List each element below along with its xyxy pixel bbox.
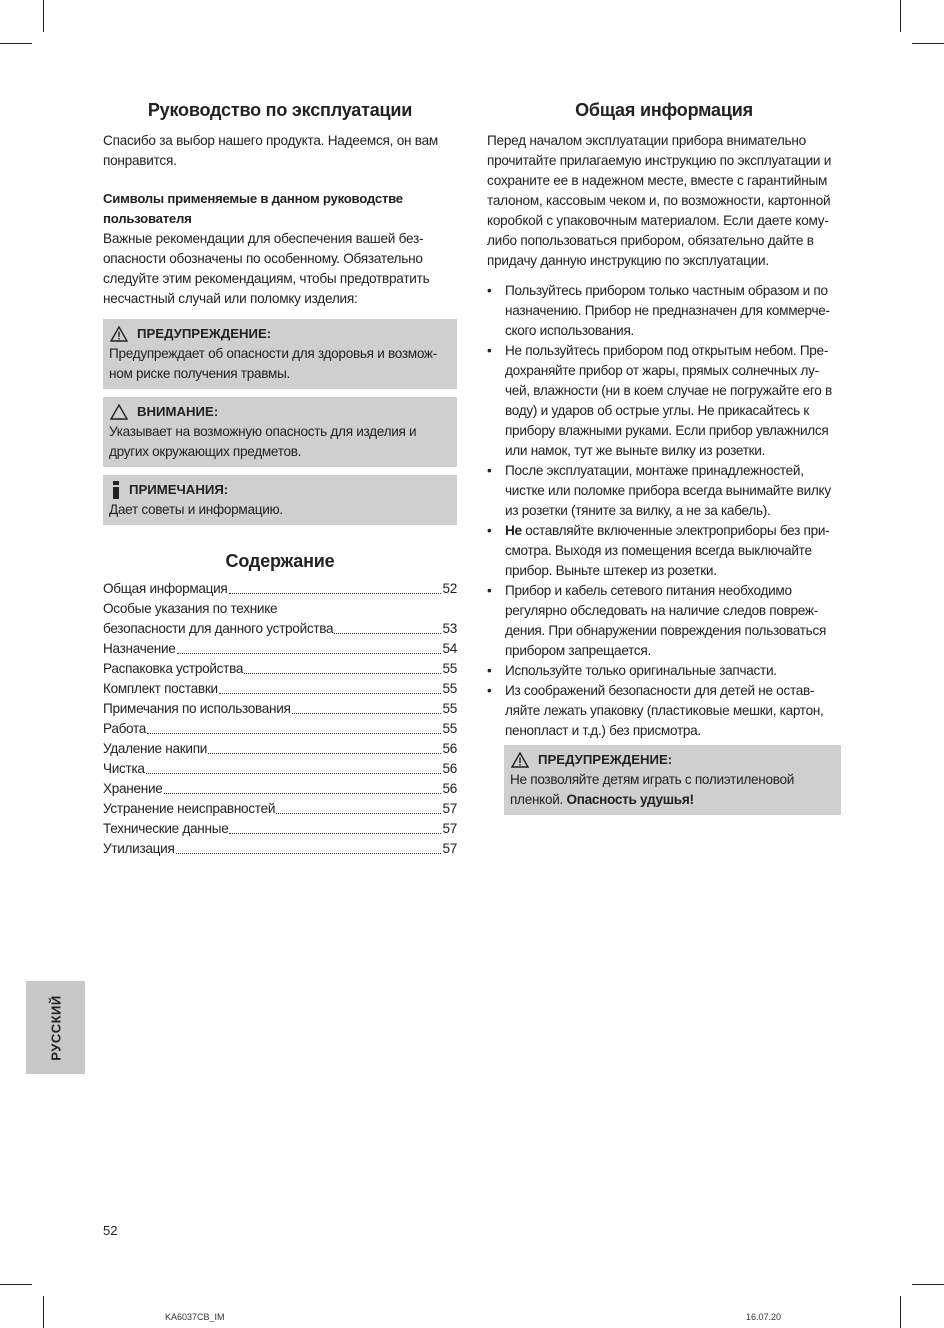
right-column (487, 98, 841, 815)
crop-mark (912, 1284, 944, 1285)
symbols-heading: Символы применяемые в данном руководстве пользователя (103, 191, 403, 226)
toc-entry[interactable]: безопасности для данного устройства 53 (103, 621, 457, 636)
child-warning-box (504, 745, 841, 815)
warning-triangle-icon (109, 326, 129, 342)
list-item: • Пользуйтесь прибором только частным образом и по назначению. Прибор не предназначен для коммерче-ского использования. (487, 281, 841, 341)
language-label: РУССКИЙ (48, 994, 63, 1061)
safety-list (487, 281, 841, 741)
general-info-intro: Перед началом эксплуатации прибора внимательно прочитайте прилагаемую инструкцию по эксплуатации и сохраните ее в надежном месте, вместе с гарантийным талоном, кассовым чеком и, по возможности, картонной коробкой с упаковочным материалом. Если даете кому-либо попользоваться прибором, обязательно дайте в придачу данную инструкцию по эксплуатации. (487, 133, 832, 268)
list-item: • Из соображений безопасности для детей не остав-ляйте лежать упаковку (пластиковые мешки, картон, пенопласт и т.д.) без присмотра. (487, 681, 841, 741)
toc-entry[interactable]: Общая информация 52 (103, 581, 457, 596)
notes-title: ПРИМЕЧАНИЯ: (129, 482, 229, 497)
table-of-contents (103, 579, 457, 859)
warning-box (103, 319, 457, 389)
toc-entry[interactable]: Технические данные 57 (103, 821, 457, 836)
toc-entry: Особые указания по технике (103, 601, 278, 616)
child-warning-text: Не позволяйте детям играть с полиэтиленовой пленкой. (510, 772, 795, 807)
toc-entry[interactable]: Чистка 56 (103, 761, 457, 776)
toc-entry[interactable]: Примечания по использования 55 (103, 701, 457, 716)
toc-entry[interactable]: Распаковка устройства 55 (103, 661, 457, 676)
list-item: • Не пользуйтесь прибором под открытым небом. Пре-дохраняйте прибор от жары, прямых солнечных лу-чей, влажности (ни в коем случае не погружайте его в воду) и ударов об острые углы. Не прикасайтесь к прибору влажными руками. Если прибор увлажнился или намок, тут же выньте вилку из розетки. (487, 341, 841, 461)
general-info-title: Общая информация (575, 100, 753, 120)
attention-triangle-icon (109, 404, 129, 420)
crop-mark (0, 43, 32, 44)
child-warning-bold: Опасность удушья! (566, 792, 694, 807)
toc-entry[interactable]: Назначение 54 (103, 641, 457, 656)
notes-text: Дает советы и информацию. (109, 502, 283, 517)
info-icon (109, 481, 123, 499)
toc-entry[interactable]: Устранение неисправностей 57 (103, 801, 457, 816)
list-item: • После эксплуатации, монтаже принадлежностей, чистке или поломке прибора всегда вынимайте вилку из розетки (тяните за вилку, а не за кабель). (487, 461, 841, 521)
language-tab (26, 981, 85, 1074)
toc-title: Содержание (225, 551, 335, 571)
warning-triangle-icon (510, 752, 530, 768)
toc-entry[interactable]: Утилизация 57 (103, 841, 457, 856)
attention-title: ВНИМАНИЕ: (137, 404, 219, 419)
crop-mark (0, 1284, 32, 1285)
warning-text: Предупреждает об опасности для здоровья и возмож-ном риске получения травмы. (109, 346, 437, 381)
toc-entry[interactable]: Комплект поставки 55 (103, 681, 457, 696)
toc-entry[interactable]: Работа 55 (103, 721, 457, 736)
list-item: • Используйте только оригинальные запчасти. (487, 661, 841, 681)
attention-box (103, 397, 457, 467)
list-item: • Прибор и кабель сетевого питания необходимо регулярно обследовать на наличие следов повреж-дения. При обнаружении повреждения пользоваться прибором запрещается. (487, 581, 841, 661)
crop-mark (900, 1296, 901, 1328)
crop-mark (43, 0, 44, 32)
manual-title: Руководство по эксплуатации (147, 100, 413, 120)
toc-entry[interactable]: Хранение 56 (103, 781, 457, 796)
notes-box (103, 475, 457, 525)
page-number: 52 (103, 1223, 118, 1238)
child-warning-title: ПРЕДУПРЕЖДЕНИЕ: (538, 752, 673, 767)
warning-title: ПРЕДУПРЕЖДЕНИЕ: (137, 326, 272, 341)
footer-date: 16.07.20 (746, 1312, 782, 1322)
attention-text: Указывает на возможную опасность для изделия и других окружающих предметов. (109, 424, 417, 459)
crop-mark (912, 43, 944, 44)
list-item: • Не оставляйте включенные электроприборы без при-смотра. Выходя из помещения всегда выключайте прибор. Выньте штекер из розетки. (487, 521, 841, 581)
footer-doc-id: KA6037CB_IM (165, 1312, 225, 1322)
intro-text: Спасибо за выбор нашего продукта. Надеемся, он вам понравится. (103, 133, 439, 168)
left-column (103, 98, 457, 859)
toc-entry[interactable]: Удаление накипи 56 (103, 741, 457, 756)
symbols-text: Важные рекомендации для обеспечения вашей без-опасности обозначены по особенному. Обязательно следуйте этим рекомендациям, чтобы предотвратить несчастный случай или поломку изделия: (103, 231, 430, 306)
crop-mark (43, 1296, 44, 1328)
crop-mark (900, 0, 901, 32)
